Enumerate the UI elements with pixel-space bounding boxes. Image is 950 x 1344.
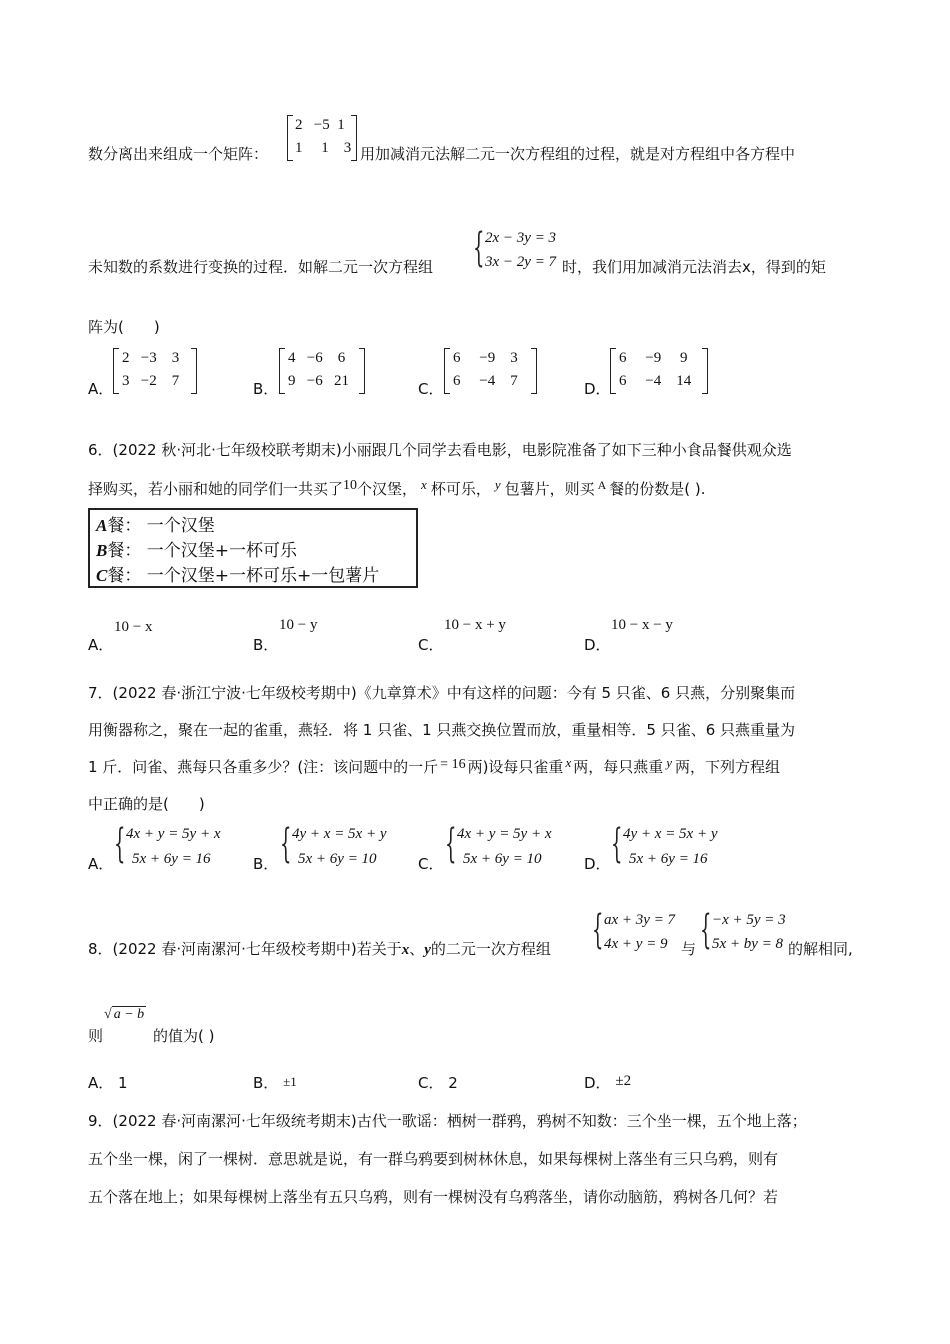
q9-text-line2: 五个坐一棵，闲了一棵树．意思就是说，有一群乌鸦要到树林休息，如果每棵树上落坐有三只乌鸦，则有	[88, 1150, 779, 1168]
q5-text-line2-pre: 未知数的系数进行变换的过程．如解二元一次方程组	[88, 258, 434, 276]
q7-option-d-system[interactable]: { 4y + x = 5x + y 5x + 6y = 16	[611, 821, 718, 867]
q8-system-2: { −x + 5y = 3 5x + by = 8	[700, 907, 786, 953]
q7-option-a-label[interactable]: A．	[88, 855, 114, 873]
matrix-cell: 1	[337, 117, 345, 133]
q5-option-a-label[interactable]: A．	[88, 380, 114, 398]
q6-option-b-expr[interactable]: 10 − y	[279, 617, 318, 633]
q8-option-b[interactable]: B． ±1	[253, 1074, 297, 1092]
matrix-cell: 2	[295, 117, 303, 133]
q6-menu-box	[88, 508, 418, 588]
q6-option-a-label[interactable]: A．	[88, 636, 114, 654]
q5-text-line1-post: 用加减消元法解二元一次方程组的过程，就是对方程组中各方程中	[360, 145, 796, 163]
q5-text-line1-pre: 数分离出来组成一个矩阵：	[88, 145, 269, 163]
q8-text-line1-a: 8．(2022 春·河南漯河·七年级校考期中)若关于x、y的二元一次方程组	[88, 940, 551, 958]
q7-text-line2: 用衡器称之，聚在一起的雀重，燕轻．将 1 只雀、1 只燕交换位置而放，重量相等．5 只雀、6 只燕重量为	[88, 721, 796, 739]
q7-option-a-system[interactable]: { 4x + y = 5y + x 5x + 6y = 16	[114, 821, 221, 867]
menu-item-a: A餐： 一个汉堡	[96, 516, 215, 536]
menu-item-c: C餐： 一个汉堡+一杯可乐+一包薯片	[96, 566, 380, 586]
q5-option-c-matrix[interactable]: 6 −9 3 6 −4 7	[444, 348, 537, 394]
q7-text-line3: 1 斤．问雀、燕每只各重多少？(注：该问题中的一斤 = 16 两)设每只雀重 x 两，每只燕重 y 两，下列方程组	[88, 755, 781, 776]
q9-text-line1: 9．(2022 春·河南漯河·七年级统考期末)古代一歌谣：栖树一群鸦，鸦树不知数：三个坐一棵，五个地上落；	[88, 1112, 807, 1130]
q5-option-b-label[interactable]: B．	[253, 380, 279, 398]
q5-option-d-label[interactable]: D．	[584, 380, 611, 398]
q8-text-line1-c: 的解相同,	[788, 940, 853, 958]
q5-option-a-matrix[interactable]: 2 −3 3 3 −2 7	[113, 348, 197, 394]
matrix-cell: 3	[343, 140, 352, 156]
q5-text-line2-post: 时，我们用加减消元法消去x，得到的矩	[562, 258, 826, 276]
q8-option-c[interactable]: C． 2	[418, 1074, 458, 1092]
equation: 3x − 2y = 7	[485, 254, 557, 270]
q8-with: 与	[681, 940, 697, 958]
q9-text-line3: 五个落在地上；如果每棵树上落坐有五只乌鸦，则有一棵树没有乌鸦落坐，请你动脑筋，鸦树各几何？若	[88, 1188, 779, 1206]
q5-text-line3: 阵为( )	[88, 318, 160, 336]
q7-option-c-system[interactable]: { 4x + y = 5y + x 5x + 6y = 10	[445, 821, 552, 867]
q7-option-b-label[interactable]: B．	[253, 855, 279, 873]
q5-option-c-label[interactable]: C．	[418, 380, 444, 398]
q6-text-line1: 6．(2022 秋·河北·七年级校联考期末)小丽跟几个同学去看电影，电影院准备了如下三种小食品餐供观众选	[88, 441, 792, 459]
menu-item-b: B餐： 一个汉堡+一杯可乐	[96, 541, 297, 561]
q6-text-line2: 择购买，若小丽和她的同学们一共买了10个汉堡， x 杯可乐， y 包薯片，则买 $^A$ 餐的份数是( ).	[88, 477, 706, 498]
q8-system-1: { ax + 3y = 7 4x + y = 9	[592, 907, 676, 953]
q6-option-c-label[interactable]: C．	[418, 636, 444, 654]
q8-option-a[interactable]: A． 1	[88, 1074, 128, 1092]
q6-option-d-label[interactable]: D．	[584, 636, 611, 654]
q7-option-c-label[interactable]: C．	[418, 855, 444, 873]
q7-option-b-system[interactable]: { 4y + x = 5x + y 5x + 6y = 10	[280, 821, 387, 867]
matrix-cell: −5	[313, 117, 330, 133]
q7-text-line4: 中正确的是( )	[88, 795, 205, 813]
q6-option-d-expr[interactable]: 10 − x − y	[611, 617, 673, 633]
q8-text-line2-b: 的值为( )	[153, 1027, 215, 1045]
q6-option-c-expr[interactable]: 10 − x + y	[444, 617, 506, 633]
q6-option-b-label[interactable]: B．	[253, 636, 279, 654]
q5-equation-system: { 2x − 3y = 3 3x − 2y = 7	[473, 225, 557, 271]
matrix-cell: 1	[295, 140, 303, 156]
q7-option-d-label[interactable]: D．	[584, 855, 611, 873]
q8-option-d[interactable]: D． ±2	[584, 1073, 632, 1092]
q5-matrix	[287, 115, 357, 161]
q5-option-d-matrix[interactable]: 6 −9 9 6 −4 14	[610, 348, 708, 394]
q8-text-line2-a: 则	[88, 1027, 104, 1045]
equation: 2x − 3y = 3	[485, 230, 557, 246]
matrix-cell: 1	[321, 140, 329, 156]
q5-option-b-matrix[interactable]: 4 −6 6 9 −6 21	[279, 348, 365, 394]
q8-sqrt-expression: √ a − b	[104, 1007, 145, 1022]
q7-text-line1: 7．(2022 春·浙江宁波·七年级校考期中)《九章算术》中有这样的问题：今有 5 只雀、6 只燕，分别聚集而	[88, 684, 796, 702]
q6-option-a-expr[interactable]: 10 − x	[114, 619, 153, 635]
